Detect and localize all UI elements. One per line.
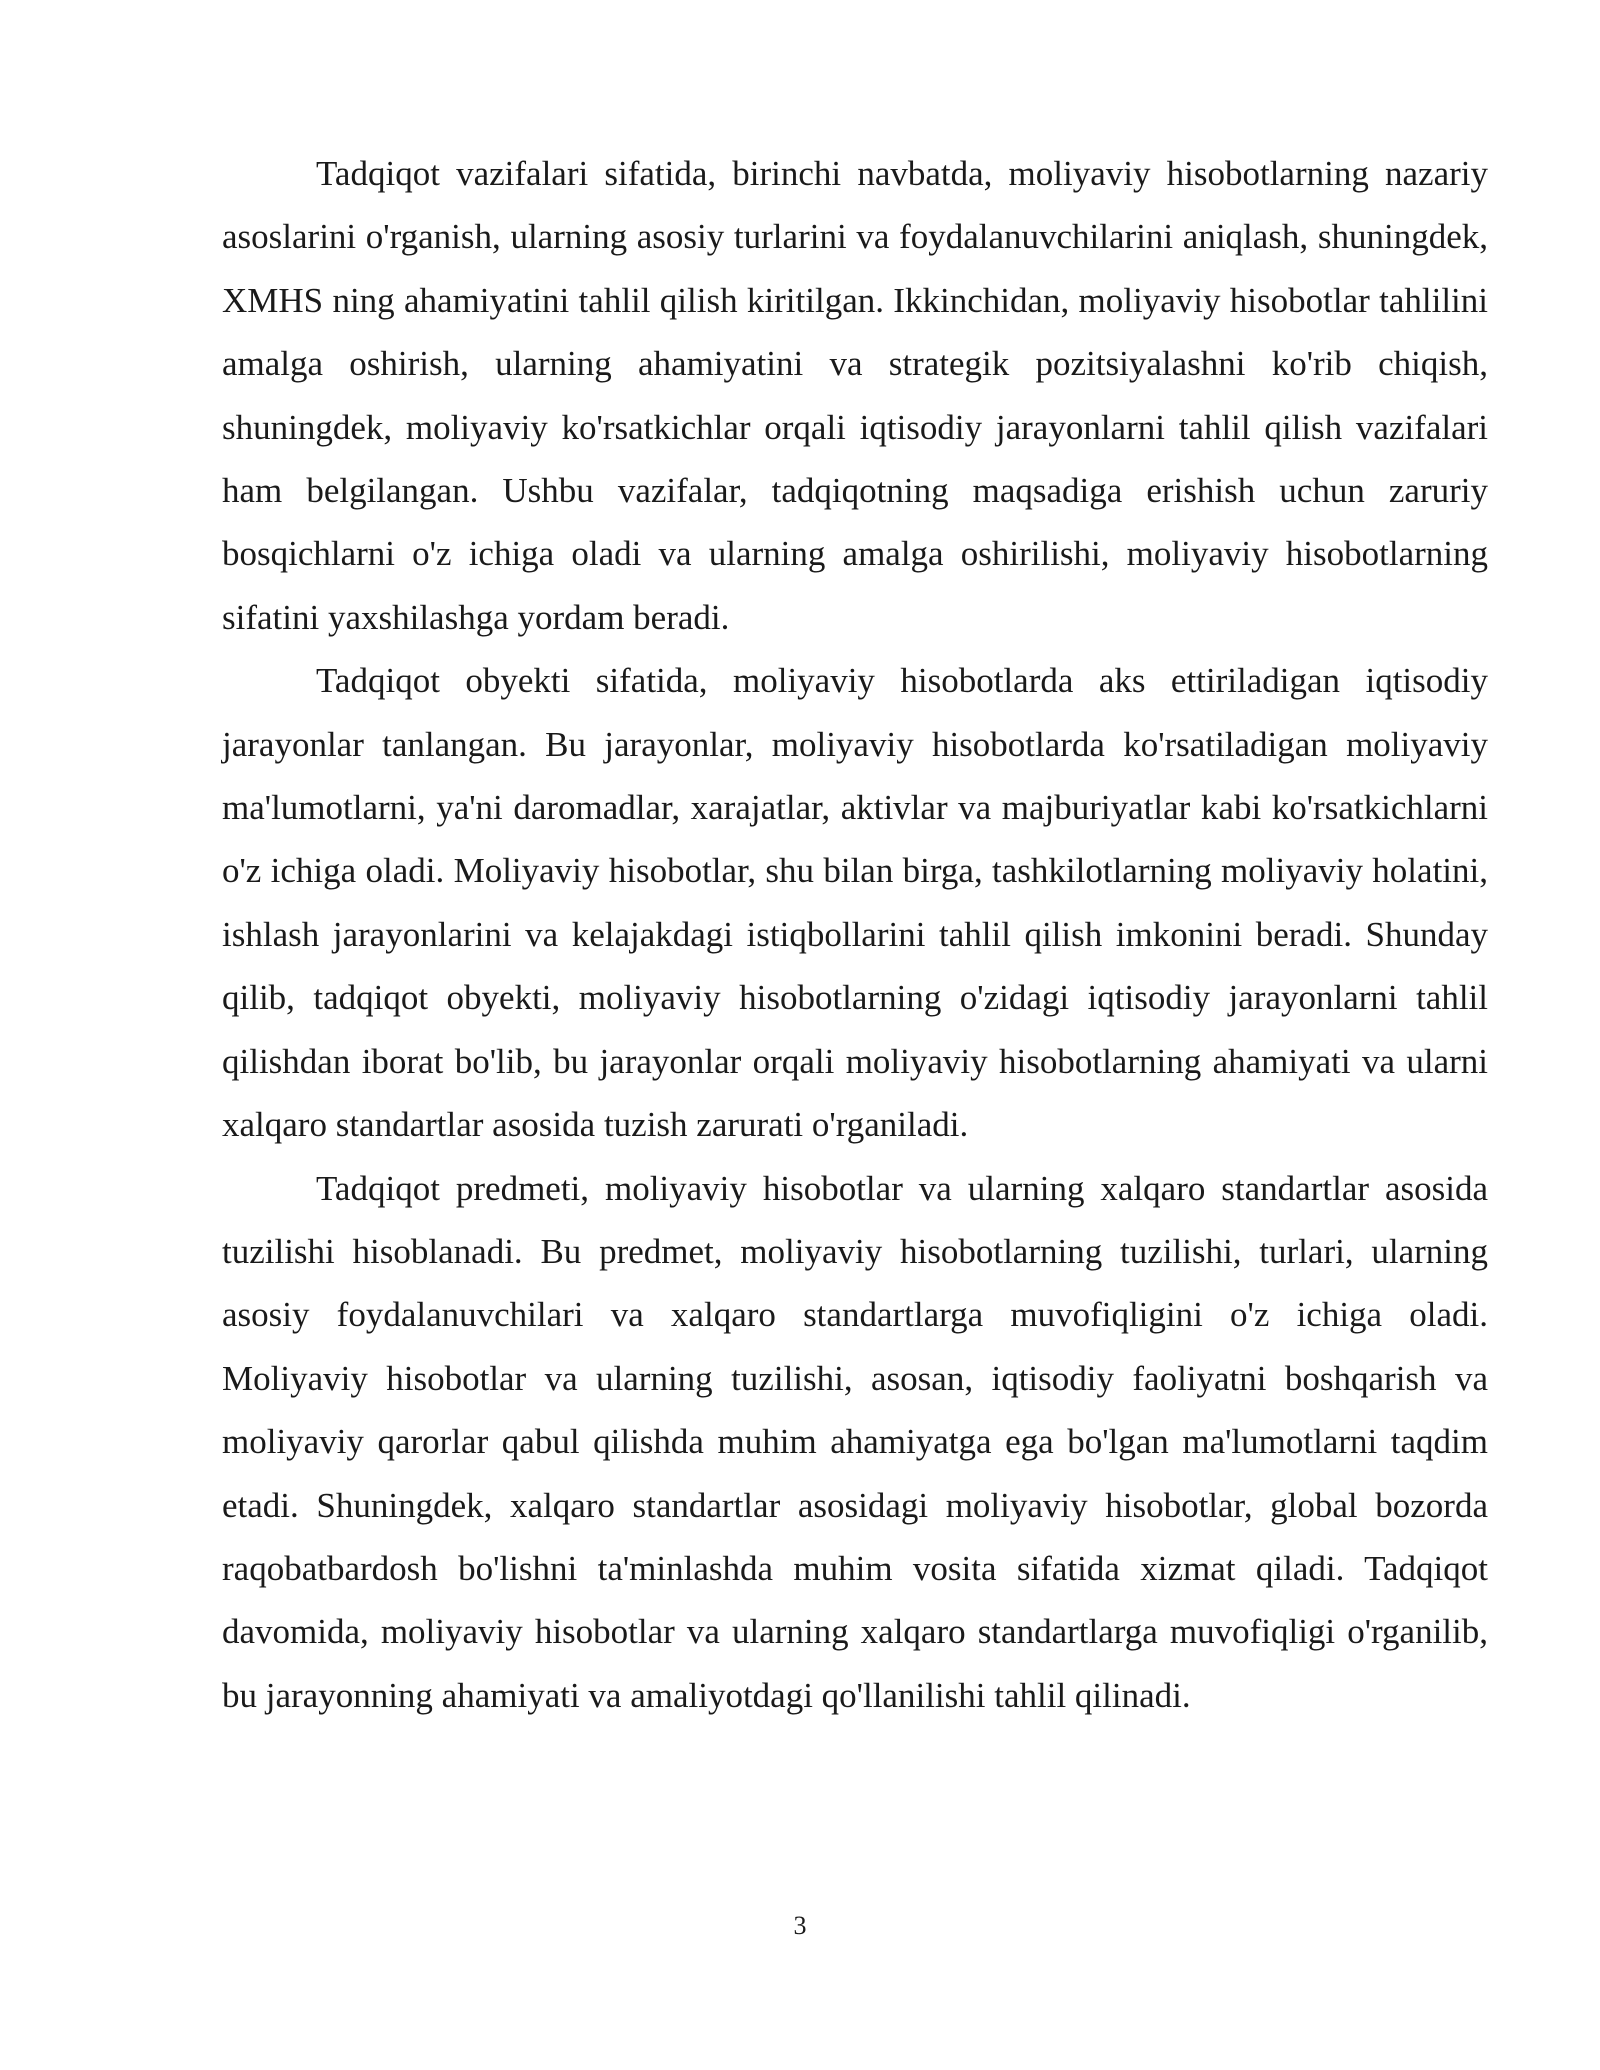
- paragraph-tasks: Tadqiqot vazifalari sifatida, birinchi navbatda, moliyaviy hisobotlarning nazariy asoslarini o'rganish, ularning asosiy turlarini va foydalanuvchilarini aniqlash, shuningdek, XMHS ning ahamiyatini tahlil qilish kiritilgan. Ikkinchidan, moliyaviy hisobotlar tahlilini amalga oshirish, ularning ahamiyatini va strategik pozitsiyalashni ko'rib chiqish, shuningdek, moliyaviy ko'rsatkichlar orqali iqtisodiy jarayonlarni tahlil qilish vazifalari ham belgilangan. Ushbu vazifalar, tadqiqotning maqsadiga erishish uchun zaruriy bosqichlarni o'z ichiga oladi va ularning amalga oshirilishi, moliyaviy hisobotlarning sifatini yaxshilashga yordam beradi.: [222, 154, 1488, 637]
- paragraph-subject: Tadqiqot predmeti, moliyaviy hisobotlar va ularning xalqaro standartlar asosida tuzilishi hisoblanadi. Bu predmet, moliyaviy hisobotlarning tuzilishi, turlari, ularning asosiy foydalanuvchilari va xalqaro standartlarga muvofiqligini o'z ichiga oladi. Moliyaviy hisobotlar va ularning tuzilishi, asosan, iqtisodiy faoliyatni boshqarish va moliyaviy qarorlar qabul qilishda muhim ahamiyatga ega bo'lgan ma'lumotlarni taqdim etadi. Shuningdek, xalqaro standartlar asosidagi moliyaviy hisobotlar, global bozorda raqobatbardosh bo'lishni ta'minlashda muhim vosita sifatida xizmat qiladi. Tadqiqot davomida, moliyaviy hisobotlar va ularning xalqaro standartlarga muvofiqligi o'rganilib, bu jarayonning ahamiyati va amaliyotdagi qo'llanilishi tahlil qilinadi.: [222, 1168, 1488, 1715]
- page-number: 3: [793, 1911, 807, 1940]
- body-text: [222, 142, 1488, 1727]
- paragraph-object: Tadqiqot obyekti sifatida, moliyaviy hisobotlarda aks ettiriladigan iqtisodiy jarayonlar tanlangan. Bu jarayonlar, moliyaviy hisobotlarda ko'rsatiladigan moliyaviy ma'lumotlarni, ya'ni daromadlar, xarajatlar, aktivlar va majburiyatlar kabi ko'rsatkichlarni o'z ichiga oladi. Moliyaviy hisobotlar, shu bilan birga, tashkilotlarning moliyaviy holatini, ishlash jarayonlarini va kelajakdagi istiqbollarini tahlil qilish imkonini beradi. Shunday qilib, tadqiqot obyekti, moliyaviy hisobotlarning o'zidagi iqtisodiy jarayonlarni tahlil qilishdan iborat bo'lib, bu jarayonlar orqali moliyaviy hisobotlarning ahamiyati va ularni xalqaro standartlar asosida tuzish zarurati o'rganiladi.: [222, 661, 1488, 1145]
